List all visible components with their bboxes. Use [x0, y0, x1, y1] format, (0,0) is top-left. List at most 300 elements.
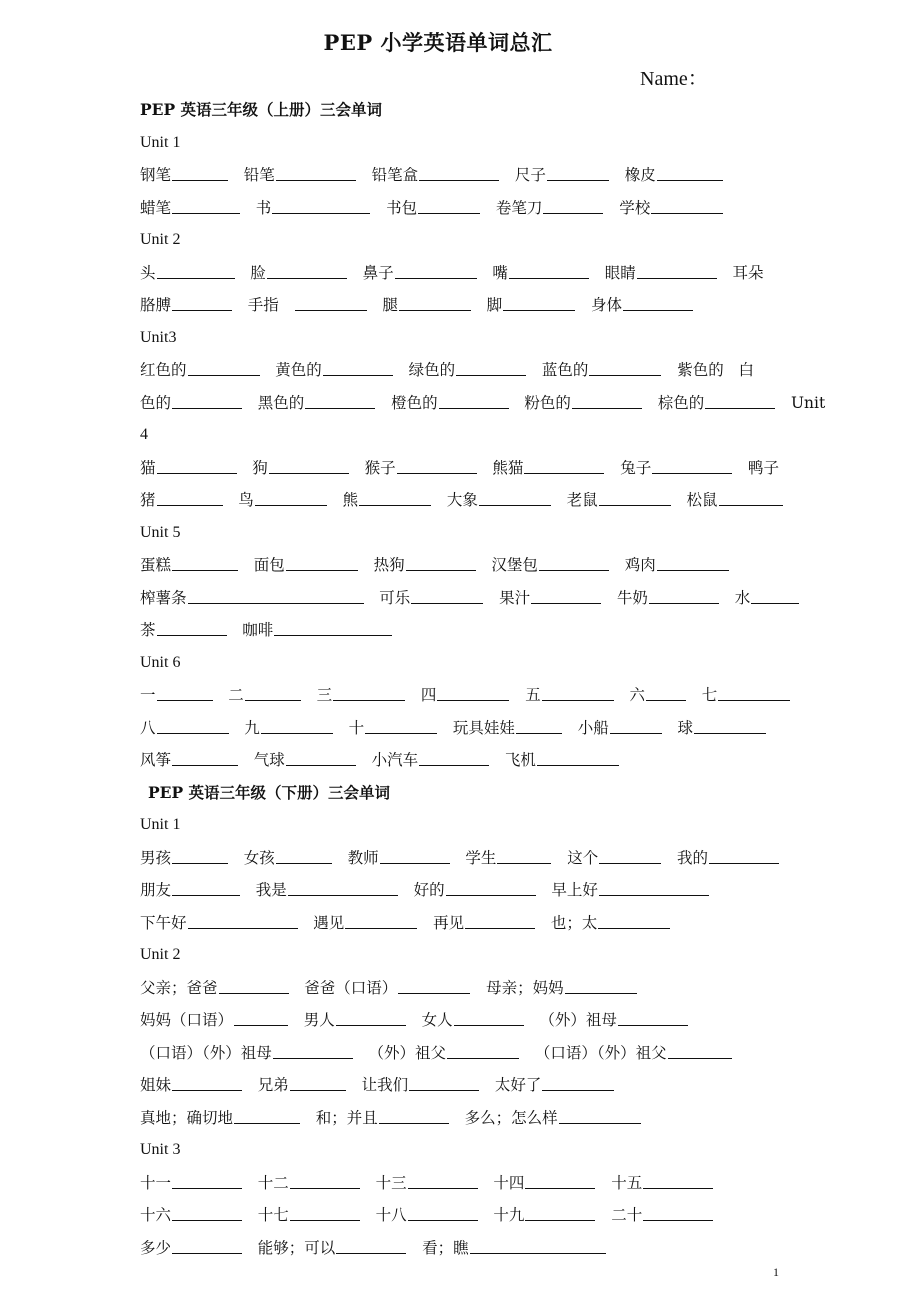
answer-blank[interactable] [542, 682, 614, 701]
answer-blank[interactable] [652, 455, 732, 474]
vocab-word: 三 [316, 686, 333, 704]
word-gap [347, 1076, 362, 1094]
vocab-word: 气球 [253, 751, 285, 769]
answer-blank[interactable] [572, 390, 642, 409]
unit-heading: Unit 1 [140, 816, 181, 833]
answer-blank[interactable] [365, 715, 437, 734]
word-gap [350, 459, 365, 477]
vocab-word: 榨薯条 [140, 588, 187, 607]
vocab-item [258, 1076, 347, 1094]
answer-blank[interactable] [419, 747, 489, 766]
vocab-word: 熊猫 [492, 458, 524, 477]
vocab-word: 我是 [255, 881, 287, 899]
answer-blank[interactable] [157, 487, 223, 506]
answer-blank[interactable] [267, 260, 347, 279]
answer-blank[interactable] [454, 1007, 524, 1026]
vocab-word: 和；并且 [315, 1108, 378, 1127]
vocab-item [317, 686, 407, 704]
vocab-item [140, 199, 241, 217]
word-gap [450, 1109, 465, 1127]
vocab-item [228, 686, 302, 704]
answer-blank[interactable] [286, 552, 358, 571]
answer-blank[interactable] [542, 1072, 614, 1091]
word-gap [239, 556, 254, 574]
vocab-word: 多么；怎么样 [464, 1108, 558, 1127]
answer-blank[interactable] [172, 1170, 242, 1189]
vocab-word: 一 [140, 686, 156, 704]
answer-blank[interactable] [359, 487, 431, 506]
vocabulary-list [140, 94, 826, 1264]
vocab-item [140, 686, 214, 704]
vocab-item [258, 1206, 361, 1224]
vocab-word: 黄色的 [275, 361, 322, 379]
answer-blank[interactable] [172, 845, 228, 864]
word-row [140, 289, 810, 322]
vocab-word: 男人 [303, 1011, 335, 1029]
vocab-word: 脸 [250, 263, 266, 282]
vocab-item [702, 686, 792, 704]
word-gap [718, 264, 733, 282]
vocab-word: 棕色的 [657, 393, 705, 412]
answer-blank[interactable] [643, 1202, 713, 1221]
vocab-item [493, 1174, 596, 1192]
vocab-item [453, 719, 563, 737]
vocab-item [732, 264, 763, 282]
vocab-word: 妈妈（口语） [140, 1011, 234, 1029]
vocab-item [605, 264, 718, 282]
answer-blank[interactable] [437, 682, 509, 701]
word-gap [243, 1206, 258, 1224]
word-row [140, 972, 810, 1005]
vocab-word: 小汽车 [371, 751, 419, 769]
vocab-item [363, 264, 478, 282]
vocab-word: 胳膊 [140, 296, 172, 314]
word-gap [479, 1174, 494, 1192]
vocab-item [372, 751, 491, 769]
word-row [140, 484, 810, 517]
answer-blank[interactable] [290, 1202, 360, 1221]
unit-heading: Unit3 [140, 328, 177, 346]
answer-blank[interactable] [286, 747, 356, 766]
word-gap [290, 979, 305, 997]
answer-blank[interactable] [479, 487, 551, 506]
answer-blank[interactable] [547, 162, 609, 181]
answer-blank[interactable] [418, 195, 480, 214]
vocab-item [539, 1011, 689, 1029]
vocab-word: 朋友 [140, 881, 172, 899]
answer-blank[interactable] [255, 487, 327, 506]
vocab-word: 兄弟 [257, 1076, 289, 1094]
answer-blank[interactable] [509, 260, 589, 279]
answer-blank[interactable] [157, 715, 229, 734]
vocab-item [495, 1076, 616, 1094]
vocab-word: 女孩 [243, 848, 275, 867]
answer-blank[interactable] [719, 487, 783, 506]
vocab-item [791, 394, 825, 412]
answer-blank[interactable] [411, 585, 483, 604]
word-gap [359, 556, 374, 574]
answer-blank[interactable] [470, 1235, 606, 1254]
answer-blank[interactable] [446, 877, 536, 896]
vocab-word: 父亲；爸爸 [140, 978, 218, 997]
word-gap [361, 1174, 376, 1192]
answer-blank[interactable] [406, 552, 476, 571]
answer-blank[interactable] [456, 357, 526, 376]
vocab-item [535, 1044, 733, 1062]
word-row [140, 192, 810, 225]
word-gap [451, 849, 466, 867]
answer-blank[interactable] [157, 682, 213, 701]
answer-blank[interactable] [295, 292, 367, 311]
answer-blank[interactable] [651, 195, 723, 214]
vocab-word: 让我们 [361, 1076, 409, 1094]
vocab-item [313, 914, 418, 932]
vocab-word: （口语）（外）祖母 [140, 1043, 272, 1062]
word-gap [334, 719, 349, 737]
answer-blank[interactable] [172, 292, 232, 311]
answer-blank[interactable] [157, 617, 227, 636]
answer-blank[interactable] [537, 747, 619, 766]
vocab-item [422, 1011, 525, 1029]
answer-blank[interactable] [598, 910, 670, 929]
vocab-word: 小船 [577, 718, 609, 737]
word-gap [348, 264, 363, 282]
answer-blank[interactable] [397, 455, 477, 474]
word-row [140, 1069, 810, 1102]
answer-blank[interactable] [599, 487, 671, 506]
vocab-word: 十八 [375, 1206, 407, 1224]
vocab-word: 腿 [382, 296, 398, 314]
vocab-word: 母亲；妈妈 [486, 978, 564, 997]
answer-blank[interactable] [705, 390, 775, 409]
word-gap [610, 556, 625, 574]
answer-blank[interactable] [419, 162, 499, 181]
answer-blank[interactable] [269, 455, 349, 474]
answer-blank[interactable] [637, 260, 717, 279]
word-gap [238, 459, 253, 477]
vocab-word: 色的 [140, 393, 172, 412]
answer-blank[interactable] [172, 1235, 242, 1254]
vocab-word: 六 [629, 686, 645, 704]
word-gap [610, 166, 625, 184]
vocab-item [242, 621, 393, 639]
answer-blank[interactable] [610, 715, 662, 734]
answer-blank[interactable] [288, 877, 398, 896]
vocab-item [677, 719, 767, 737]
answer-blank[interactable] [261, 715, 333, 734]
answer-blank[interactable] [336, 1007, 406, 1026]
word-row [140, 1037, 810, 1070]
word-gap [510, 394, 525, 412]
word-row [140, 614, 810, 647]
answer-blank[interactable] [599, 877, 709, 896]
answer-blank[interactable] [172, 390, 242, 409]
word-gap [438, 719, 453, 737]
vocab-word: 身体 [590, 296, 622, 314]
answer-blank[interactable] [272, 195, 370, 214]
vocab-word: 橙色的 [391, 393, 438, 412]
word-row [140, 452, 810, 485]
vocab-word: 可乐 [379, 588, 411, 607]
answer-blank[interactable] [447, 1040, 519, 1059]
vocab-word: 八 [140, 718, 156, 737]
vocab-word: 早上好 [551, 881, 598, 899]
answer-blank[interactable] [172, 195, 240, 214]
vocab-item [492, 264, 590, 282]
answer-blank[interactable] [439, 390, 509, 409]
answer-blank[interactable] [188, 910, 298, 929]
answer-blank[interactable] [565, 975, 637, 994]
answer-blank[interactable] [503, 292, 575, 311]
name-label: Name： [640, 68, 708, 90]
answer-blank[interactable] [543, 195, 603, 214]
word-gap [596, 1206, 611, 1224]
vocab-item [140, 621, 228, 639]
vocab-item [492, 459, 605, 477]
answer-blank[interactable] [524, 455, 604, 474]
vocab-word: 鸡肉 [624, 556, 656, 574]
vocab-word: 绿色的 [408, 361, 456, 379]
vocab-word: 狗 [252, 458, 268, 477]
vocab-item [433, 914, 536, 932]
vocab-item [140, 166, 229, 184]
vocab-item [414, 881, 537, 899]
answer-blank[interactable] [380, 845, 450, 864]
word-row [140, 907, 810, 940]
vocab-item [238, 491, 328, 509]
vocab-word: 蓝色的 [541, 361, 589, 379]
word-gap [243, 1174, 258, 1192]
vocab-word: 眼睛 [604, 263, 636, 282]
answer-blank[interactable] [276, 162, 356, 181]
answer-blank[interactable] [643, 1170, 713, 1189]
answer-blank[interactable] [649, 585, 719, 604]
vocab-item [140, 1109, 301, 1127]
word-gap [328, 491, 343, 509]
answer-blank[interactable] [234, 1007, 288, 1026]
answer-blank[interactable] [157, 455, 237, 474]
page-title: PEP 小学英语单词总汇 [323, 30, 553, 55]
answer-blank[interactable] [172, 747, 238, 766]
vocab-item [567, 491, 672, 509]
vocab-word: 蜡笔 [140, 198, 172, 217]
answer-blank[interactable] [172, 552, 238, 571]
vocab-item [140, 914, 299, 932]
answer-blank[interactable] [398, 975, 470, 994]
answer-blank[interactable] [323, 357, 393, 376]
vocab-item [348, 849, 451, 867]
vocab-word: 猴子 [364, 458, 396, 477]
vocab-item [625, 166, 724, 184]
vocab-item [140, 1044, 354, 1062]
vocab-item [365, 459, 478, 477]
vocab-item [551, 881, 710, 899]
answer-blank[interactable] [188, 357, 260, 376]
vocab-word: 热狗 [373, 556, 405, 574]
vocab-item [677, 849, 780, 867]
vocab-word: 我的 [676, 848, 708, 867]
vocab-word: 猫 [140, 458, 156, 477]
word-row [140, 842, 810, 875]
answer-blank[interactable] [559, 1105, 641, 1124]
answer-blank[interactable] [539, 552, 609, 571]
answer-blank[interactable] [646, 682, 686, 701]
vocab-item [140, 1076, 243, 1094]
answer-blank[interactable] [333, 682, 405, 701]
vocab-item [748, 459, 779, 477]
answer-blank[interactable] [157, 260, 235, 279]
vocab-item [294, 296, 368, 314]
unit-heading: Unit 3 [140, 1141, 181, 1158]
answer-blank[interactable] [599, 845, 661, 864]
vocab-word: 飞机 [504, 751, 536, 769]
answer-blank[interactable] [718, 682, 790, 701]
vocab-word: 多少 [140, 1238, 172, 1257]
answer-blank[interactable] [516, 715, 562, 734]
answer-blank[interactable] [589, 357, 661, 376]
section-heading: PEP 英语三年级（上册）三会单词 [140, 100, 383, 119]
answer-blank[interactable] [525, 1202, 595, 1221]
answer-blank[interactable] [657, 162, 723, 181]
answer-blank[interactable] [336, 1235, 406, 1254]
answer-blank[interactable] [172, 162, 228, 181]
answer-blank[interactable] [525, 1170, 595, 1189]
vocab-word: 九 [244, 718, 260, 737]
vocab-item [362, 1076, 481, 1094]
answer-blank[interactable] [172, 1202, 242, 1221]
vocab-item [140, 589, 365, 607]
word-gap [520, 1044, 535, 1062]
vocab-word: 教师 [347, 848, 379, 867]
vocab-item [140, 719, 230, 737]
answer-blank[interactable] [709, 845, 779, 864]
word-row [140, 1004, 810, 1037]
word-gap [472, 296, 487, 314]
answer-blank[interactable] [290, 1072, 346, 1091]
word-gap [241, 199, 256, 217]
answer-blank[interactable] [379, 1105, 449, 1124]
vocab-item [374, 556, 477, 574]
answer-blank[interactable] [751, 585, 799, 604]
answer-blank[interactable] [395, 260, 477, 279]
word-gap [243, 394, 258, 412]
answer-blank[interactable] [172, 1072, 242, 1091]
answer-blank[interactable] [219, 975, 289, 994]
answer-blank[interactable] [531, 585, 601, 604]
answer-blank[interactable] [305, 390, 375, 409]
vocab-word: 十六 [140, 1206, 172, 1224]
vocab-word: 牛奶 [616, 588, 648, 607]
word-gap [776, 394, 791, 412]
word-gap [279, 296, 294, 314]
vocab-item [376, 1206, 479, 1224]
word-gap [243, 1239, 258, 1257]
word-gap [376, 394, 391, 412]
answer-blank[interactable] [273, 1040, 353, 1059]
answer-blank[interactable] [408, 1202, 478, 1221]
answer-blank[interactable] [618, 1007, 688, 1026]
word-gap [733, 459, 748, 477]
vocab-item [140, 751, 239, 769]
vocab-word: 鼻子 [362, 263, 394, 282]
vocab-word: 太好了 [494, 1076, 542, 1094]
vocab-word: 手指 [247, 296, 279, 314]
answer-blank[interactable] [172, 877, 240, 896]
word-row [140, 679, 810, 712]
vocab-word: 果汁 [499, 588, 531, 607]
unit-heading: 4 [140, 426, 148, 443]
vocab-word: 再见 [433, 913, 465, 932]
vocab-word: 大象 [446, 491, 478, 509]
vocab-item [421, 686, 511, 704]
vocab-word: 七 [701, 686, 718, 704]
vocab-item [515, 166, 610, 184]
vocab-word: 面包 [253, 556, 285, 574]
answer-blank[interactable] [409, 1072, 479, 1091]
word-gap [527, 361, 542, 379]
answer-blank[interactable] [465, 910, 535, 929]
answer-blank[interactable] [623, 292, 693, 311]
answer-blank[interactable] [408, 1170, 478, 1189]
word-gap [229, 849, 244, 867]
vocab-word: 蛋糕 [140, 556, 172, 574]
word-gap [302, 686, 317, 704]
vocab-word: 十四 [493, 1173, 525, 1192]
vocab-word: 书包 [386, 198, 418, 217]
unit-heading: Unit 5 [140, 523, 181, 541]
vocab-item [551, 914, 672, 932]
vocab-item [738, 361, 754, 379]
answer-blank[interactable] [399, 292, 471, 311]
vocab-word: 真地；确切地 [140, 1108, 234, 1127]
answer-blank[interactable] [668, 1040, 732, 1059]
vocab-word: （外）祖父 [368, 1043, 447, 1062]
answer-blank[interactable] [245, 682, 301, 701]
word-gap [563, 719, 578, 737]
word-gap [214, 686, 229, 704]
answer-blank[interactable] [276, 845, 332, 864]
vocab-word: 钢笔 [140, 166, 172, 184]
vocab-item [254, 556, 359, 574]
page-number: 1 [773, 1265, 779, 1279]
vocab-word: 二 [228, 686, 244, 704]
vocab-item [493, 1206, 596, 1224]
answer-blank[interactable] [290, 1170, 360, 1189]
word-row [140, 159, 810, 192]
answer-blank[interactable] [657, 552, 729, 571]
answer-blank[interactable] [188, 585, 364, 604]
answer-blank[interactable] [274, 617, 392, 636]
word-gap [490, 751, 505, 769]
vocab-word: 耳朵 [732, 263, 764, 282]
answer-blank[interactable] [694, 715, 766, 734]
word-row [140, 257, 810, 290]
vocab-word: （外）祖母 [539, 1011, 617, 1029]
word-gap [233, 296, 248, 314]
answer-blank[interactable] [345, 910, 417, 929]
vocab-item [567, 849, 662, 867]
vocab-word: 铅笔盒 [371, 166, 419, 184]
word-gap [602, 589, 617, 607]
word-gap [480, 1076, 495, 1094]
vocab-word: 十一 [140, 1173, 172, 1192]
word-row [140, 712, 810, 745]
vocab-word: 二十 [611, 1206, 643, 1224]
vocab-item [625, 556, 730, 574]
word-gap [604, 199, 619, 217]
answer-blank[interactable] [497, 845, 551, 864]
answer-blank[interactable] [234, 1105, 300, 1124]
